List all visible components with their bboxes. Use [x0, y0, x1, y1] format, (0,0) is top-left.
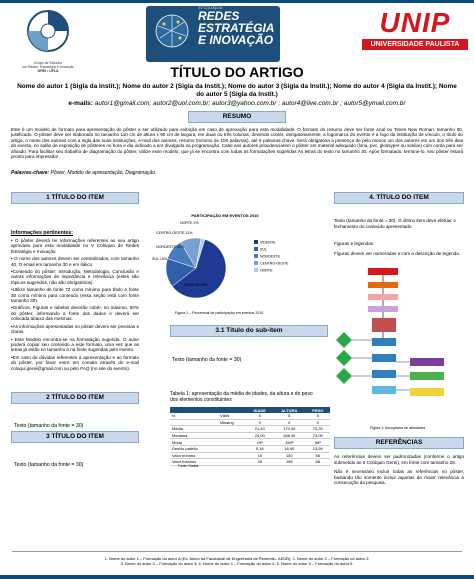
section-4-p2: Figuras e legendas — [334, 241, 374, 246]
footer-notes — [0, 556, 474, 566]
section-1-subheading: Informações pertinentes: — [11, 230, 73, 236]
table-cell: 70,20 — [306, 426, 330, 433]
table-cell: 56 — [306, 452, 330, 459]
bottom-bar — [0, 575, 474, 579]
flow-step-5 — [372, 318, 396, 332]
table-caption: Tabela 1: apresentação da média de idades, da altura e do peso dos elementos constituintes — [170, 391, 313, 403]
table-cell: 18,90 — [273, 445, 306, 452]
table-cell: 170,40 — [273, 426, 306, 433]
table-row — [170, 439, 330, 446]
emails-line — [14, 100, 460, 108]
flow-step-4 — [368, 306, 398, 312]
legend-label: SUL — [260, 247, 267, 252]
table-cell — [218, 445, 246, 452]
unip-logo — [362, 8, 468, 52]
references-heading: REFERÊNCIAS — [334, 437, 464, 449]
footer-divider — [12, 551, 462, 552]
authors-line: Nome do autor 1 (Sigla da Instit.); Nome do autor 2 (Sigla da Instit.); Nome do autor 3 (Sigla da Instit.); Nome do autor 4 (Sigla da Instit.); Nome do autor 5 (Sigla da Instit.) — [17, 83, 457, 98]
pie-data-label: NORTE 2% — [180, 221, 199, 225]
table-cell: 21,40 — [246, 426, 273, 433]
table-cell: 13,59 — [306, 445, 330, 452]
references-body — [334, 454, 464, 486]
section-1-p5: •Gráficos, Figuras e tabelas deverão cobrir, no máximo, 50% do pôster, informando a fonte dos dados e deverá ser colocada abaixo das mesmas. — [11, 305, 139, 322]
top-bar — [0, 0, 474, 3]
table-cell: Válid — [218, 413, 246, 419]
section-3-text: Texto (tamanho da fonte = 30) — [14, 462, 84, 468]
section-1-p3: •Conteúdo do pôster: Introdução, Metodologia, Conclusão e outras informações de importância e relevância (estes são tópicos sugeridos, não são obrigatórios). — [11, 269, 139, 285]
event-logo-line2: ESTRATÉGIA — [198, 21, 275, 35]
resumo-heading: RESUMO — [188, 111, 286, 123]
flow-step-2 — [368, 282, 398, 288]
footer-line1: 1. Nome do autor 1 – Formação do autor A (Ex. Aluno da Faculdade de Engenharia de Resende– AEDB); 2. Nome do autor 2 – Formação do autor 2; — [104, 556, 370, 561]
section-1-p2: • O nome dos autores devem ser centralizados, com tamanho 40, O email em tamanho 30 e em itálico. — [11, 256, 139, 267]
table-cell: 5,18 — [246, 445, 273, 452]
emails-list: autor1@gmail.com; autor2@uol.com.br; autor3@yahoo.com.br ; autor4@live.com.br ; autor5@ymail.com.br — [94, 100, 406, 107]
legend-label: NORDESTE — [260, 254, 280, 259]
table-cell: 5 — [273, 413, 306, 419]
table-cell: 88 — [306, 459, 330, 466]
flow-step-7 — [372, 354, 396, 362]
legend-label: VIDENTE — [260, 240, 276, 245]
table-cell: Missing — [218, 419, 246, 426]
table-row — [170, 445, 330, 452]
grei-logo-caption3: GREI • UFLA — [37, 69, 59, 73]
keywords — [11, 170, 463, 176]
table-cell: 5 — [246, 413, 273, 419]
flowchart-caption: Figura 1: fluxograma de atividades — [370, 426, 426, 430]
stats-table — [170, 407, 330, 466]
table-header-cell: ALTURA — [273, 407, 306, 413]
table-header-cell: IDADE — [246, 407, 273, 413]
legend-swatch — [254, 261, 258, 265]
table-cell: 73,00 — [306, 432, 330, 439]
flow-step-11 — [410, 372, 444, 380]
table-cell: 198 — [273, 459, 306, 466]
grei-logo-caption1: Grupo de Estudos — [33, 61, 63, 65]
event-logo-line3: E INOVAÇÃO — [198, 33, 274, 47]
resumo-body: Este é um modelo de formato para apresentação do pôster a ser utilizado para exibição em caso de aprovação para esta modalidade. O formato do resumo deve ser fonte Arial ou Times New Roman, tamanho 30, justificado. O pôster deve ser elaborado no tamanho 110 cm de altura x 90 cm de largura, em duas ou três colunas, devendo conter, obrigatoriamente, a logomarca do evento e a logo da instituição de vínculo, o título do artigo, o nome dos autores com a sigla das suas instituições, e-mail dos autores, resumo (mínimo de 100 palavras), até 5 palavras-chave. Será obrigatória a presença de pelo menos um dos autores em um dos três dias do evento, no salão de exposição de pôsteres no hora e dia indicado a ser divulgado na programação. Cabe aos autores providenciarem o pôster em material adequado (lona, pvc, glossyper ou similar) com corda para ser afixado. Para facilitar seu trabalho de diagramação do pôster, utilize esse modelo, que já se encontra com todas as formatações sugeridas As letras do texto no tamanho 30. Após formatado, termine-lo, seu pôster estará pronto para impressão! — [11, 127, 463, 160]
legend-swatch — [254, 254, 258, 258]
unip-logo-word: UNIP — [379, 7, 451, 38]
section-4-p3: Figuras devem ser numeradas e com a descrição de legenda. — [334, 251, 461, 256]
section-1-p6: •As informações apresentadas no pôster devem ser precisas e claras. — [11, 323, 139, 335]
unip-logo-band: UNIVERSIDADE PAULISTA — [362, 39, 468, 50]
table-cell: 15 — [246, 452, 273, 459]
table-cell: Valor mínimo — [170, 452, 218, 459]
flow-connectors — [352, 340, 410, 390]
section-2-heading: 2 TÍTULO DO ITEM — [11, 392, 139, 404]
table-cell: Média — [170, 426, 218, 433]
table-row — [170, 419, 330, 426]
pie-chart-title: PARTICIPAÇÃO EM EVENTOS 2010 — [191, 213, 259, 218]
legend-label: NORTE — [260, 268, 273, 273]
section-1-heading: 1 TÍTULO DO ITEM — [11, 192, 139, 204]
flow-step-12 — [410, 388, 444, 396]
keywords-label: Palavras-chave: — [11, 170, 50, 176]
table-cell: Moda — [170, 439, 218, 446]
flow-decision-2 — [336, 350, 352, 366]
table-cell: 19ª — [246, 439, 273, 446]
event-logo-prefix: XV COLÓQUIO — [198, 6, 223, 10]
table-cell: 56ª — [306, 439, 330, 446]
section-4-p1: Texto (tamanho da fonte = 30). O último item deve efetuar o fechamento do conteúdo apresentado. — [334, 218, 456, 229]
grei-logo-icon — [12, 6, 84, 56]
footer-line2: 3. Nome do autor 3 – Formação do autor 3; 4. Nome do autor 4 – Formação do autor 4; 5. Nome do autor 5 – Formação do autor 5. — [120, 561, 354, 566]
stats-table-body — [170, 413, 330, 465]
table-cell: 0 — [273, 419, 306, 426]
table-cell — [218, 459, 246, 466]
section-4-heading: 4. TÍTULO DO ITEM — [334, 192, 464, 204]
table-cell: Valor máximo — [170, 459, 218, 466]
section-3-1-heading: 3.1 Título do sub-item — [170, 325, 328, 337]
emails-label: e-mails: — [68, 100, 93, 107]
table-cell: 150ª — [273, 439, 306, 446]
table-cell: 0 — [246, 419, 273, 426]
pie-data-label: NORDESTE 11% — [156, 245, 184, 249]
table-cell — [218, 439, 246, 446]
table-cell: Mediana — [170, 432, 218, 439]
table-cell: 24,00 — [246, 432, 273, 439]
table-cell: 168,00 — [273, 432, 306, 439]
pie-data-label: VIDENTE 58% — [184, 283, 208, 287]
references-p1: As referências devem ser padronizadas (conforme o artigo submetido ao II Colóquio Gerei), em fonte com tamanho 28. — [334, 454, 464, 465]
flowchart — [330, 262, 462, 412]
pie-data-label: SUL 15% — [152, 257, 168, 261]
event-logo-line1: REDES — [198, 9, 240, 23]
section-1-p1: • O pôster deverá ter informações referentes ao seu artigo aprovado para esta modalidade no V Colóquio de Redes Estratégia e Inovação. — [11, 238, 139, 254]
pie-data-label: CENTRO-OESTE 11% — [156, 231, 193, 235]
section-1-p4: •Utilize tamanho de fonte 72 como mínimo para título e fonte 30 como mínimo para conteúdo (essa seção está com fonte tamanho 30). — [11, 287, 139, 304]
table-cell: 28 — [246, 459, 273, 466]
section-1-body — [11, 227, 139, 373]
section-1-p8: •Em caso de dúvidas referentes à apresentação e ao formato do pôster, por favor entre em contato através do e-mail coloqui.gerei@gmail.com ou pelo FAQ (no site do evento). — [11, 354, 139, 371]
table-cell — [218, 432, 246, 439]
grei-logo-caption2: em Redes, Estratégia e Inovação — [22, 65, 74, 69]
flow-step-3 — [368, 294, 398, 300]
table-cell: 0 — [306, 419, 330, 426]
section-3-1-text: Texto (tamanho da fonte = 30) — [172, 357, 242, 363]
table-cell — [218, 426, 246, 433]
table-cell: 5 — [306, 413, 330, 419]
flow-step-10 — [410, 358, 444, 366]
table-header-cell: PESO — [306, 407, 330, 413]
table-row — [170, 452, 330, 459]
pie-chart-caption: Figura 1 – Percentual de participação em eventos 2010 — [175, 311, 264, 315]
table-row — [170, 432, 330, 439]
section-1-p7: • Este Modelo encontra-se na formatação sugerida. O autor poderá copiar seu conteúdo a este formato, uma vez que as letras já estão no tamanho e na fonte sugeridas pelo evento. — [11, 336, 139, 353]
legend-swatch — [254, 268, 258, 272]
table-source: Fonte: Dados — [178, 464, 199, 468]
table-cell: N — [170, 413, 218, 419]
pie-chart — [150, 220, 300, 308]
flow-decision-3 — [336, 368, 352, 384]
flow-step-start — [368, 268, 398, 275]
table-cell: 150 — [273, 452, 306, 459]
section-3-heading: 3 TÍTULO DO ITEM — [11, 431, 139, 443]
flow-step-6 — [372, 338, 396, 346]
legend-label: CENTRO-OESTE — [260, 261, 289, 266]
legend-swatch — [254, 247, 258, 251]
flow-step-9 — [372, 386, 396, 394]
flow-step-8 — [372, 370, 396, 378]
event-logo — [146, 6, 280, 62]
section-2-text: Texto (tamanho da fonte = 30) — [14, 423, 84, 429]
table-row — [170, 426, 330, 433]
legend-swatch — [254, 240, 258, 244]
table-cell — [170, 419, 218, 426]
network-globe-icon — [152, 12, 192, 50]
table-cell: Desvio padrão — [170, 445, 218, 452]
flow-decision-1 — [336, 332, 352, 348]
references-p2: Não é necessário incluir todas as referências no pôster, bastando tão somente incluir aquelas de maior relevância à consecução da pesquisa. — [334, 469, 464, 486]
poster-title: TÍTULO DO ARTIGO — [170, 64, 304, 80]
keywords-list: Pôster, Modelo de apresentação, Diagramação. — [49, 170, 157, 176]
table-cell — [218, 452, 246, 459]
